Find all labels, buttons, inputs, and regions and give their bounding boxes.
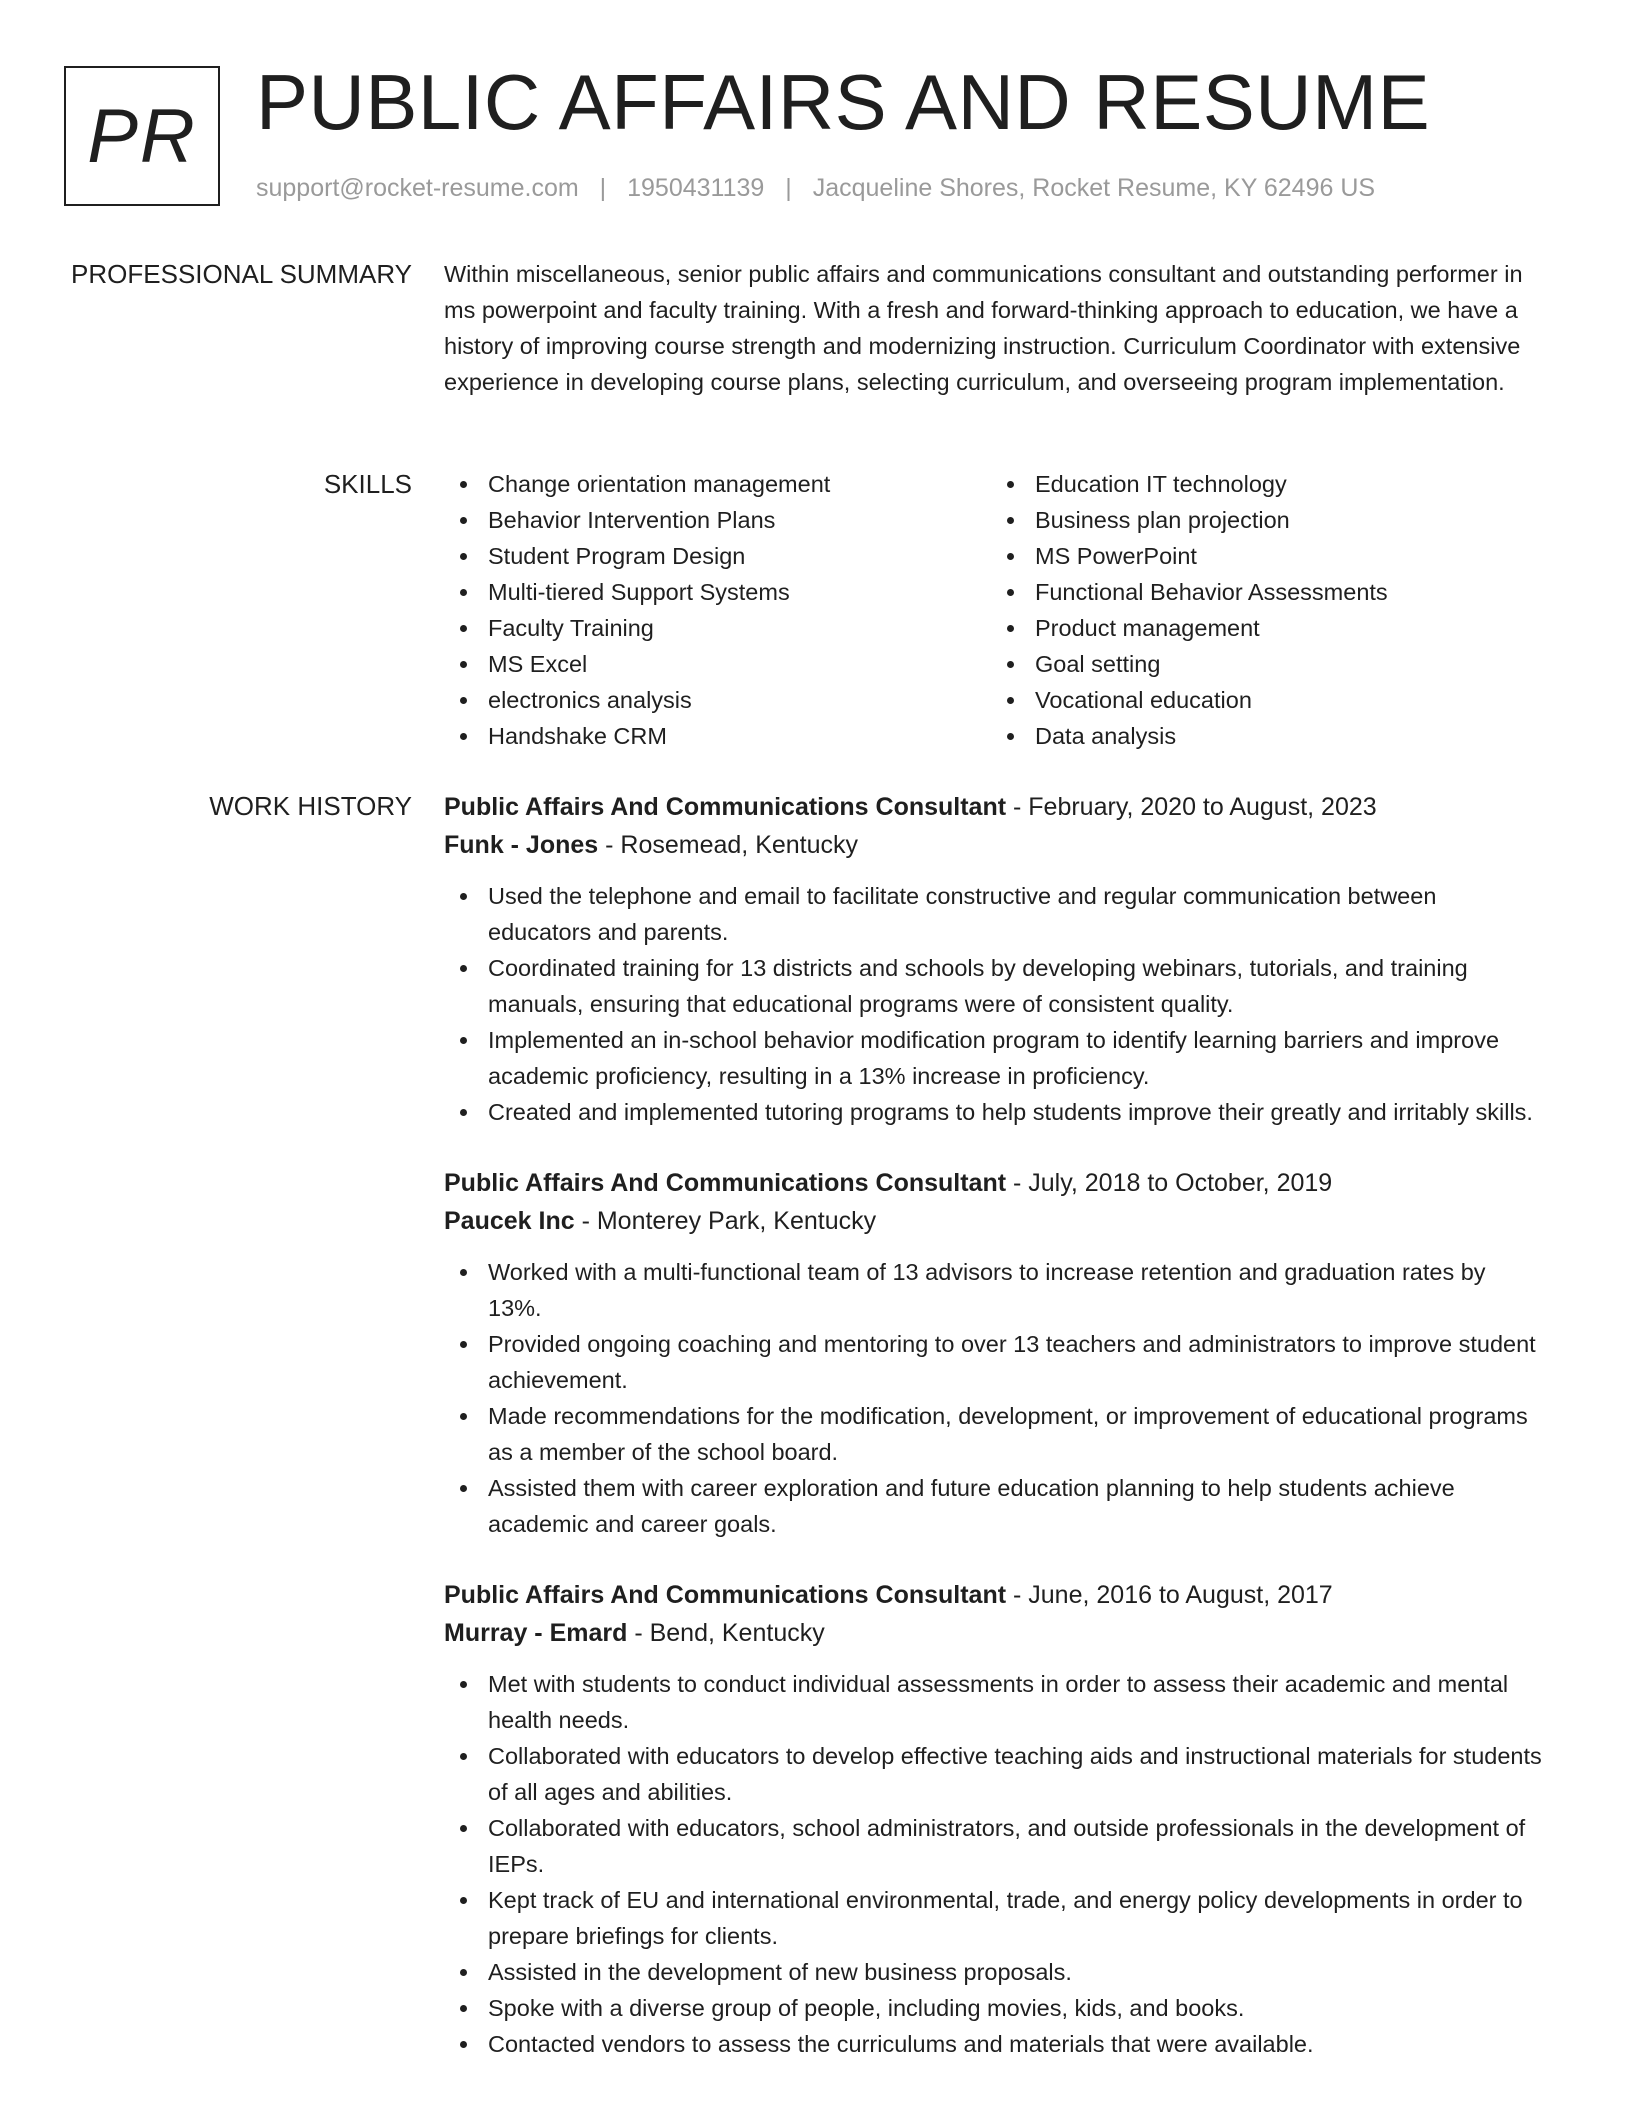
contact-separator: | bbox=[599, 174, 607, 202]
job-company: Paucek Inc bbox=[444, 1207, 575, 1235]
skill-item: Goal setting bbox=[991, 646, 1538, 682]
contact-email[interactable]: support@rocket-resume.com bbox=[256, 174, 579, 202]
skill-item: electronics analysis bbox=[444, 682, 991, 718]
job-company-line bbox=[444, 1202, 1544, 1240]
skill-item: Data analysis bbox=[991, 718, 1538, 754]
job-location: - Rosemead, Kentucky bbox=[598, 831, 859, 859]
summary-heading: PROFESSIONAL SUMMARY bbox=[71, 259, 412, 289]
job-location: - Bend, Kentucky bbox=[627, 1619, 825, 1647]
job-bullet: Provided ongoing coaching and mentoring to over 13 teachers and administrators to improve student achievement. bbox=[444, 1326, 1544, 1398]
job-title: Public Affairs And Communications Consultant bbox=[444, 1169, 1007, 1197]
job-bullet: Created and implemented tutoring programs to help students improve their greatly and irritably skills. bbox=[444, 1094, 1544, 1130]
job-bullet: Kept track of EU and international environmental, trade, and energy policy developments in order to prepare briefings for clients. bbox=[444, 1882, 1544, 1954]
job-bullet: Assisted in the development of new business proposals. bbox=[444, 1954, 1544, 1990]
work-heading: WORK HISTORY bbox=[209, 791, 412, 821]
skill-item: Business plan projection bbox=[991, 502, 1538, 538]
contact-line bbox=[256, 174, 1375, 203]
skill-item: Vocational education bbox=[991, 682, 1538, 718]
skill-item: Functional Behavior Assessments bbox=[991, 574, 1538, 610]
job-bullet: Assisted them with career exploration and future education planning to help students achieve academic and career goals. bbox=[444, 1470, 1544, 1542]
contact-address: Jacqueline Shores, Rocket Resume, KY 62496 US bbox=[812, 174, 1376, 202]
skill-item: Multi-tiered Support Systems bbox=[444, 574, 991, 610]
job-bullet: Coordinated training for 13 districts and schools by developing webinars, tutorials, and training manuals, ensuring that educational programs were of consistent quality. bbox=[444, 950, 1544, 1022]
contact-separator: | bbox=[785, 174, 792, 202]
job-entry bbox=[444, 1576, 1544, 2062]
job-title-line bbox=[444, 1576, 1544, 1614]
job-company: Funk - Jones bbox=[444, 831, 599, 859]
job-dates: - February, 2020 to August, 2023 bbox=[1006, 793, 1377, 821]
job-bullets bbox=[444, 1254, 1544, 1542]
job-bullet: Contacted vendors to assess the curriculums and materials that were available. bbox=[444, 2026, 1544, 2062]
skill-item: Education IT technology bbox=[991, 466, 1538, 502]
job-entry bbox=[444, 1164, 1544, 1542]
summary-text: Within miscellaneous, senior public affairs and communications consultant and outstanding performer in ms powerpoint and faculty training. With a fresh and forward-thinking approach to education, we have a history of improving course strength and modernizing instruction. Curriculum Coordinator with extensive experience in developing course plans, selecting curriculum, and overseeing program implementation. bbox=[444, 261, 1523, 395]
job-title-line bbox=[444, 788, 1544, 826]
job-company-line bbox=[444, 826, 1544, 864]
skill-item: Change orientation management bbox=[444, 466, 991, 502]
job-bullet: Used the telephone and email to facilitate constructive and regular communication between educators and parents. bbox=[444, 878, 1544, 950]
job-bullets bbox=[444, 878, 1544, 1130]
job-bullets bbox=[444, 1666, 1544, 2062]
monogram-logo: PR bbox=[64, 66, 220, 206]
job-bullet: Met with students to conduct individual assessments in order to assess their academic and mental health needs. bbox=[444, 1666, 1544, 1738]
skill-item: Handshake CRM bbox=[444, 718, 991, 754]
skill-item: MS PowerPoint bbox=[991, 538, 1538, 574]
skills-list-left bbox=[444, 466, 991, 754]
skill-item: Behavior Intervention Plans bbox=[444, 502, 991, 538]
job-title: Public Affairs And Communications Consultant bbox=[444, 793, 1007, 821]
job-dates: - July, 2018 to October, 2019 bbox=[1006, 1169, 1333, 1197]
job-location: - Monterey Park, Kentucky bbox=[574, 1207, 877, 1235]
skill-item: Student Program Design bbox=[444, 538, 991, 574]
contact-phone[interactable]: 1950431139 bbox=[627, 174, 765, 202]
job-bullet: Made recommendations for the modification, development, or improvement of educational programs as a member of the school board. bbox=[444, 1398, 1544, 1470]
resume-title: PUBLIC AFFAIRS AND RESUME bbox=[256, 58, 1431, 146]
job-company-line bbox=[444, 1614, 1544, 1652]
job-bullet: Worked with a multi-functional team of 13 advisors to increase retention and graduation rates by 13%. bbox=[444, 1254, 1544, 1326]
job-bullet: Collaborated with educators to develop effective teaching aids and instructional materials for students of all ages and abilities. bbox=[444, 1738, 1544, 1810]
skills-heading: SKILLS bbox=[323, 469, 412, 499]
job-title: Public Affairs And Communications Consultant bbox=[444, 1581, 1007, 1609]
job-title-line bbox=[444, 1164, 1544, 1202]
job-bullet: Collaborated with educators, school administrators, and outside professionals in the development of IEPs. bbox=[444, 1810, 1544, 1882]
job-bullet: Spoke with a diverse group of people, including movies, kids, and books. bbox=[444, 1990, 1544, 2026]
skill-item: Product management bbox=[991, 610, 1538, 646]
skills-list-right bbox=[991, 466, 1538, 754]
skill-item: Faculty Training bbox=[444, 610, 991, 646]
skill-item: MS Excel bbox=[444, 646, 991, 682]
job-company: Murray - Emard bbox=[444, 1619, 628, 1647]
job-bullet: Implemented an in-school behavior modification program to identify learning barriers and improve academic proficiency, resulting in a 13% increase in proficiency. bbox=[444, 1022, 1544, 1094]
job-dates: - June, 2016 to August, 2017 bbox=[1006, 1581, 1333, 1609]
job-entry bbox=[444, 788, 1544, 1130]
